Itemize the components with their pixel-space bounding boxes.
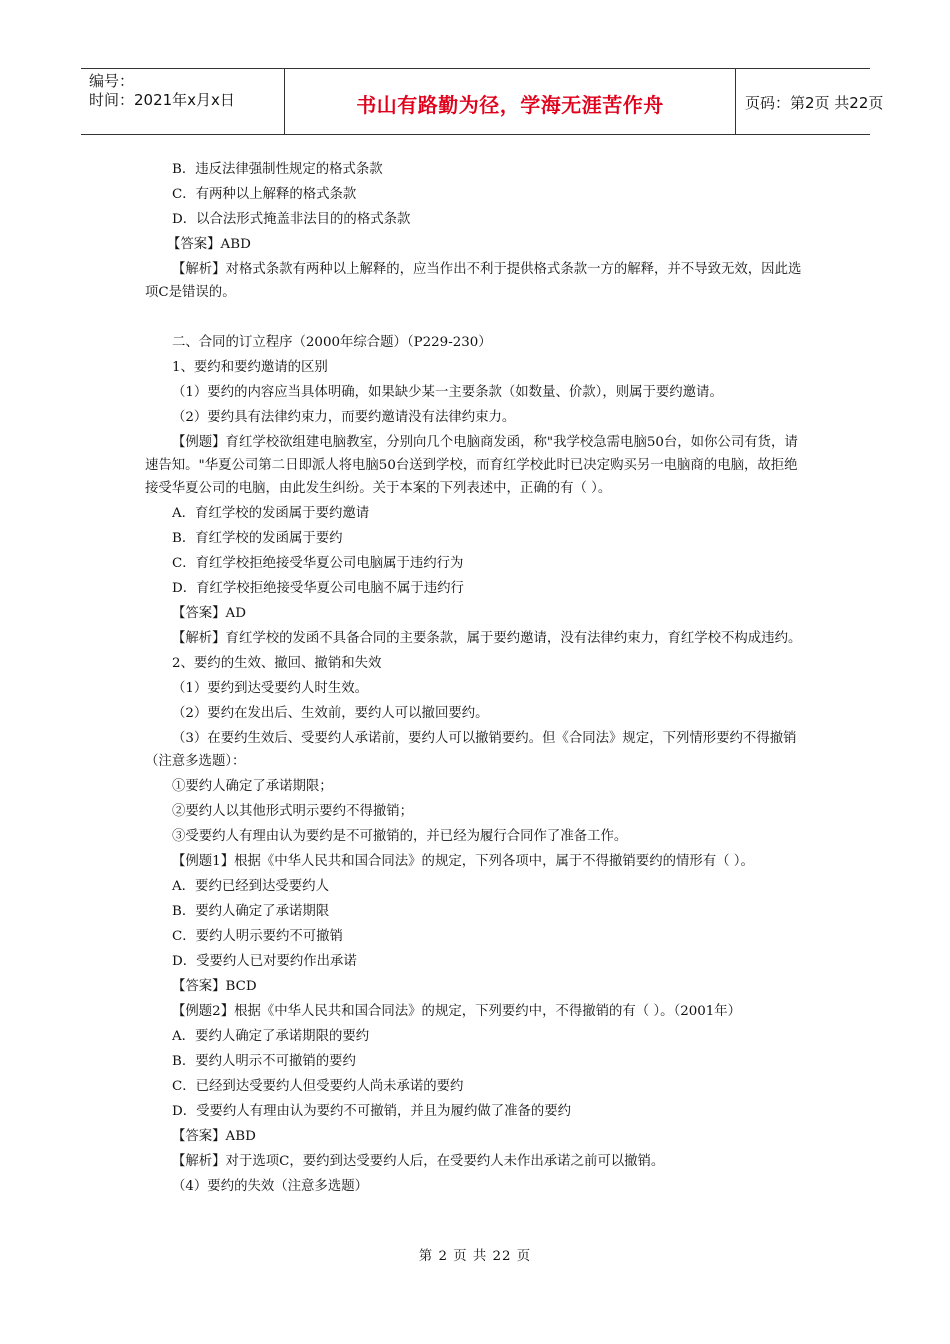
- option-line: C．育红学校拒绝接受华夏公司电脑属于违约行为: [172, 556, 464, 571]
- answer-line: 【答案】AD: [172, 606, 246, 621]
- option-line: B．育红学校的发函属于要约: [172, 531, 343, 546]
- code-label: 编号：: [89, 72, 135, 90]
- page-header: [81, 68, 884, 135]
- header-meta: [81, 69, 284, 134]
- page-footer: [0, 1245, 950, 1264]
- answer-line: 【答案】BCD: [172, 979, 257, 994]
- answer-line: 【答案】ABD: [172, 1129, 256, 1144]
- option-line: C．要约人明示要约不可撤销: [172, 929, 343, 944]
- answer-line: 【答案】ABD: [167, 237, 251, 252]
- text-line: （1）要约到达受要约人时生效。: [172, 681, 368, 696]
- option-line: D．以合法形式掩盖非法目的的格式条款: [172, 212, 411, 227]
- text-line: （2）要约具有法律约束力，而要约邀请没有法律约束力。: [172, 410, 516, 425]
- example-paragraph: 【例题】育红学校欲组建电脑教室，分别向几个电脑商发函，称"我学校急需电脑50台，如你公司有货，请速告知。"华夏公司第二日即派人将电脑50台送到学校，而育红学校此时已决定购买另一电脑商的电脑，故拒绝接受华夏公司的电脑，由此发生纠纷。关于本案的下列表述中，正确的有（ ）。: [145, 435, 798, 496]
- option-line: B．要约人明示不可撤销的要约: [172, 1054, 356, 1069]
- footer-page-number: 第 2 页 共 22 页: [418, 1249, 532, 1264]
- header-motto-cell: [284, 69, 736, 134]
- analysis-paragraph: 【解析】育红学校的发函不具备合同的主要条款，属于要约邀请，没有法律约束力，育红学校不构成违约。: [172, 631, 802, 646]
- example-line: 【例题2】根据《中华人民共和国合同法》的规定，下列要约中，不得撤销的有（ ）。（2001年）: [172, 1004, 742, 1019]
- time-label: 时间：2021年x月x日: [89, 91, 235, 109]
- option-line: A．要约已经到达受要约人: [172, 879, 329, 894]
- text-line: （1）要约的内容应当具体明确，如果缺少某一主要条款（如数量、价款），则属于要约邀请。: [172, 385, 723, 400]
- option-line: D．育红学校拒绝接受华夏公司电脑不属于违约行: [172, 581, 464, 596]
- spacer: [145, 305, 810, 330]
- option-line: B．要约人确定了承诺期限: [172, 904, 330, 919]
- section-heading: 二、合同的订立程序（2000年综合题）（P229-230）: [172, 335, 492, 350]
- text-line: （2）要约在发出后、生效前，要约人可以撤回要约。: [172, 706, 489, 721]
- subsection-heading: 1、要约和要约邀请的区别: [172, 360, 328, 375]
- list-item: ①要约人确定了承诺期限；: [172, 779, 333, 794]
- motto-text: 书山有路勤为径，学海无涯苦作舟: [356, 93, 664, 117]
- option-line: C．有两种以上解释的格式条款: [172, 187, 357, 202]
- subsection-heading: 2、要约的生效、撤回、撤销和失效: [172, 656, 382, 671]
- text-line: （4）要约的失效（注意多选题）: [172, 1179, 368, 1194]
- list-item: ②要约人以其他形式明示要约不得撤销；: [172, 804, 414, 819]
- list-item: ③受要约人有理由认为要约是不可撤销的，并已经为履行合同作了准备工作。: [172, 829, 628, 844]
- analysis-line: 【解析】对于选项C，要约到达受要约人后，在受要约人未作出承诺之前可以撤销。: [172, 1154, 665, 1169]
- text-paragraph: （3）在要约生效后、受要约人承诺前，要约人可以撤销要约。但《合同法》规定，下列情形要约不得撤销（注意多选题）：: [145, 731, 797, 769]
- document-body: [145, 157, 810, 1199]
- analysis-paragraph: 【解析】对格式条款有两种以上解释的，应当作出不利于提供格式条款一方的解释，并不导致无效，因此选项C是错误的。: [145, 262, 802, 300]
- option-line: D．受要约人已对要约作出承诺: [172, 954, 357, 969]
- header-page-cell: [736, 69, 884, 134]
- option-line: A．育红学校的发函属于要约邀请: [172, 506, 370, 521]
- option-line: D．受要约人有理由认为要约不可撤销，并且为履约做了准备的要约: [172, 1104, 572, 1119]
- page-label: 页码：第2页 共22页: [745, 94, 884, 112]
- example-line: 【例题1】根据《中华人民共和国合同法》的规定，下列各项中，属于不得撤销要约的情形有（ ）。: [172, 854, 754, 869]
- option-line: A．要约人确定了承诺期限的要约: [172, 1029, 370, 1044]
- option-line: C．已经到达受要约人但受要约人尚未承诺的要约: [172, 1079, 464, 1094]
- option-line: B．违反法律强制性规定的格式条款: [172, 162, 383, 177]
